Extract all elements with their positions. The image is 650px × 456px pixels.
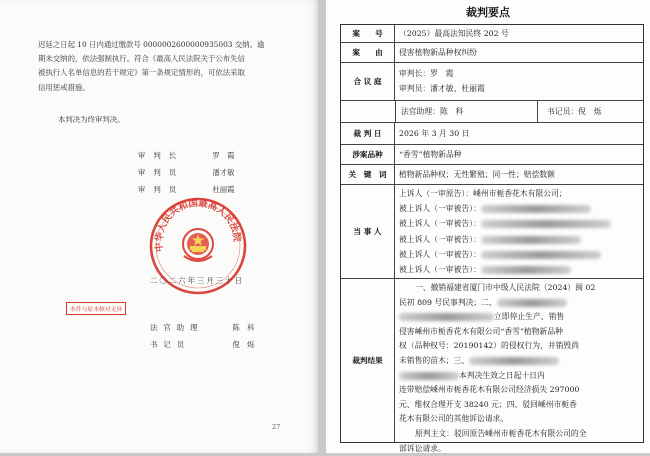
panel-line: 审判长：罗 霞 xyxy=(399,69,454,78)
ruling-text: 民初 809 号民事判决；二、 xyxy=(399,297,497,307)
party-role: 被上诉人（一审被告）： xyxy=(399,234,481,244)
paragraph-line: 期未交纳的，依法强制执行。符合《最高人民法院关于公布失信 xyxy=(38,54,245,64)
ruling-summary-page xyxy=(326,0,650,453)
divider xyxy=(395,101,396,122)
value-keywords: 植物新品种权；无性繁殖；同一性；赔偿数额 xyxy=(399,170,555,179)
ruling-text: 立即停止生产、销售 xyxy=(494,312,565,322)
panel-line: 审判员：潘才敏、杜丽霞 xyxy=(399,84,485,93)
ruling-line xyxy=(399,310,639,325)
value-judge-assistant: 法官助理：陈 科 xyxy=(401,107,464,116)
judgment-date: 二〇二六年三月三十日 xyxy=(150,276,244,285)
redacted-name xyxy=(399,313,494,321)
label-date: 裁 判 日 xyxy=(341,123,395,144)
value-ruling xyxy=(399,279,639,453)
party-line xyxy=(399,201,639,216)
signature-name: 倪 烁 xyxy=(232,340,255,349)
redacted-name xyxy=(497,299,567,307)
party-role: 被上诉人（一审被告）： xyxy=(399,265,481,275)
signature-role: 审判员 xyxy=(138,185,185,194)
redacted-name xyxy=(399,372,459,380)
party-line xyxy=(399,232,639,247)
ruling-line: 连带赔偿嵊州市栀香花木有限公司经济损失 297000 xyxy=(399,385,580,395)
party-line xyxy=(399,247,639,262)
party-role: 被上诉人（一审被告）： xyxy=(399,204,481,214)
signature-role: 审判长 xyxy=(138,151,185,160)
party-role: 被上诉人（一审被告）： xyxy=(399,249,481,259)
final-judgment-statement: 本判决为终审判决。 xyxy=(58,115,125,124)
signature-role: 书记员 xyxy=(150,340,191,349)
label-ruling: 裁判结果 xyxy=(341,279,395,442)
signature-name: 罗 霞 xyxy=(212,151,235,160)
label-parties: 当 事 人 xyxy=(341,185,395,278)
row-panel xyxy=(341,63,643,101)
page-number: 27 xyxy=(272,423,281,431)
signature-name: 杜丽霞 xyxy=(212,185,235,194)
ruling-text: 本判决生效之日起十日内 xyxy=(459,370,545,380)
signature-judge-1 xyxy=(138,167,235,178)
party-role: 被上诉人（一审被告）： xyxy=(399,219,481,229)
signature-name: 陈 科 xyxy=(232,323,255,332)
value-clerk: 书记员：倪 烁 xyxy=(547,107,602,116)
redacted-name xyxy=(469,357,559,365)
ruling-line: 侵害嵊州市栀香花木有限公司“香雪”植物新品种 xyxy=(399,326,563,336)
ruling-text: 未销售的苗木；三、 xyxy=(399,355,470,365)
row-date xyxy=(341,123,643,145)
row-keywords xyxy=(341,165,643,185)
signature-presiding-judge xyxy=(138,150,235,161)
redacted-name xyxy=(481,266,571,274)
ruling-line xyxy=(399,369,639,384)
row-case-number xyxy=(341,25,643,43)
redacted-name xyxy=(481,220,611,228)
value-variety: “香雪”植物新品种 xyxy=(399,150,462,159)
signature-name: 潘才敏 xyxy=(212,168,235,177)
judgment-last-page xyxy=(0,0,318,453)
signature-role: 法官助理 xyxy=(150,323,204,332)
party-line: 上诉人（一审原告）：嵊州市栀香花木有限公司； xyxy=(399,189,567,198)
ruling-line xyxy=(399,296,639,311)
seal-text: 中华人民共和国最高人民法院 xyxy=(153,197,243,253)
value-cause: 侵害植物新品种权纠纷 xyxy=(399,48,477,57)
value-date: 2026 年 3 月 30 日 xyxy=(399,129,470,138)
label-keywords: 关 键 词 xyxy=(341,165,395,184)
certified-copy-stamp: 本件与原本核对无异 xyxy=(66,302,126,315)
value-panel xyxy=(399,63,639,100)
value-case-number: （2025）最高法知民终 202 号 xyxy=(399,29,509,38)
ruling-line: 部诉讼请求。 xyxy=(399,443,446,453)
signature-role: 审判员 xyxy=(138,168,185,177)
label-variety: 涉案品种 xyxy=(341,145,395,164)
ruling-line: 元、维权合理开支 38240 元；四、驳回嵊州市栀香 xyxy=(399,399,577,409)
ruling-line: 原判主文：驳回原告嵊州市栀香花木有限公司的全 xyxy=(415,428,587,438)
party-line xyxy=(399,216,639,231)
summary-title: 裁判要点 xyxy=(466,6,510,19)
ruling-line: 花木有限公司的其他诉讼请求。 xyxy=(399,414,509,424)
summary-table xyxy=(340,24,644,453)
payment-paragraph xyxy=(38,38,294,95)
row-variety xyxy=(341,145,643,165)
label-panel: 合 议 庭 xyxy=(341,63,395,100)
redacted-name xyxy=(481,205,591,213)
paragraph-line: 迟延之日起 10 日内通过缴款号 0000002600000935003 交纳。逾 xyxy=(38,40,265,49)
row-cause xyxy=(341,43,643,63)
row-ruling xyxy=(341,279,643,453)
row-parties xyxy=(341,185,643,279)
label-case-number: 案 号 xyxy=(341,25,395,42)
value-parties xyxy=(399,185,639,278)
party-line xyxy=(399,262,639,277)
redacted-name xyxy=(481,251,601,259)
paragraph-line: 被执行人名单信息的若干规定》第一条规定情形的，可依法采取 xyxy=(38,68,245,78)
signature-judge-2 xyxy=(138,184,235,195)
signature-clerk xyxy=(150,339,255,350)
label-empty xyxy=(341,101,395,122)
ruling-line xyxy=(399,354,639,369)
row-assistants xyxy=(341,101,643,123)
label-cause: 案 由 xyxy=(341,43,395,62)
redacted-name xyxy=(481,236,581,244)
signature-judge-assistant xyxy=(150,322,255,333)
ruling-line: 权（品种权号：20190142）的侵权行为，并销毁尚 xyxy=(399,341,580,351)
ruling-line: 一、撤销福建省厦门市中级人民法院（2024）闽 02 xyxy=(415,283,596,292)
paragraph-line: 信用惩戒措施。 xyxy=(38,82,90,92)
divider xyxy=(537,101,538,122)
